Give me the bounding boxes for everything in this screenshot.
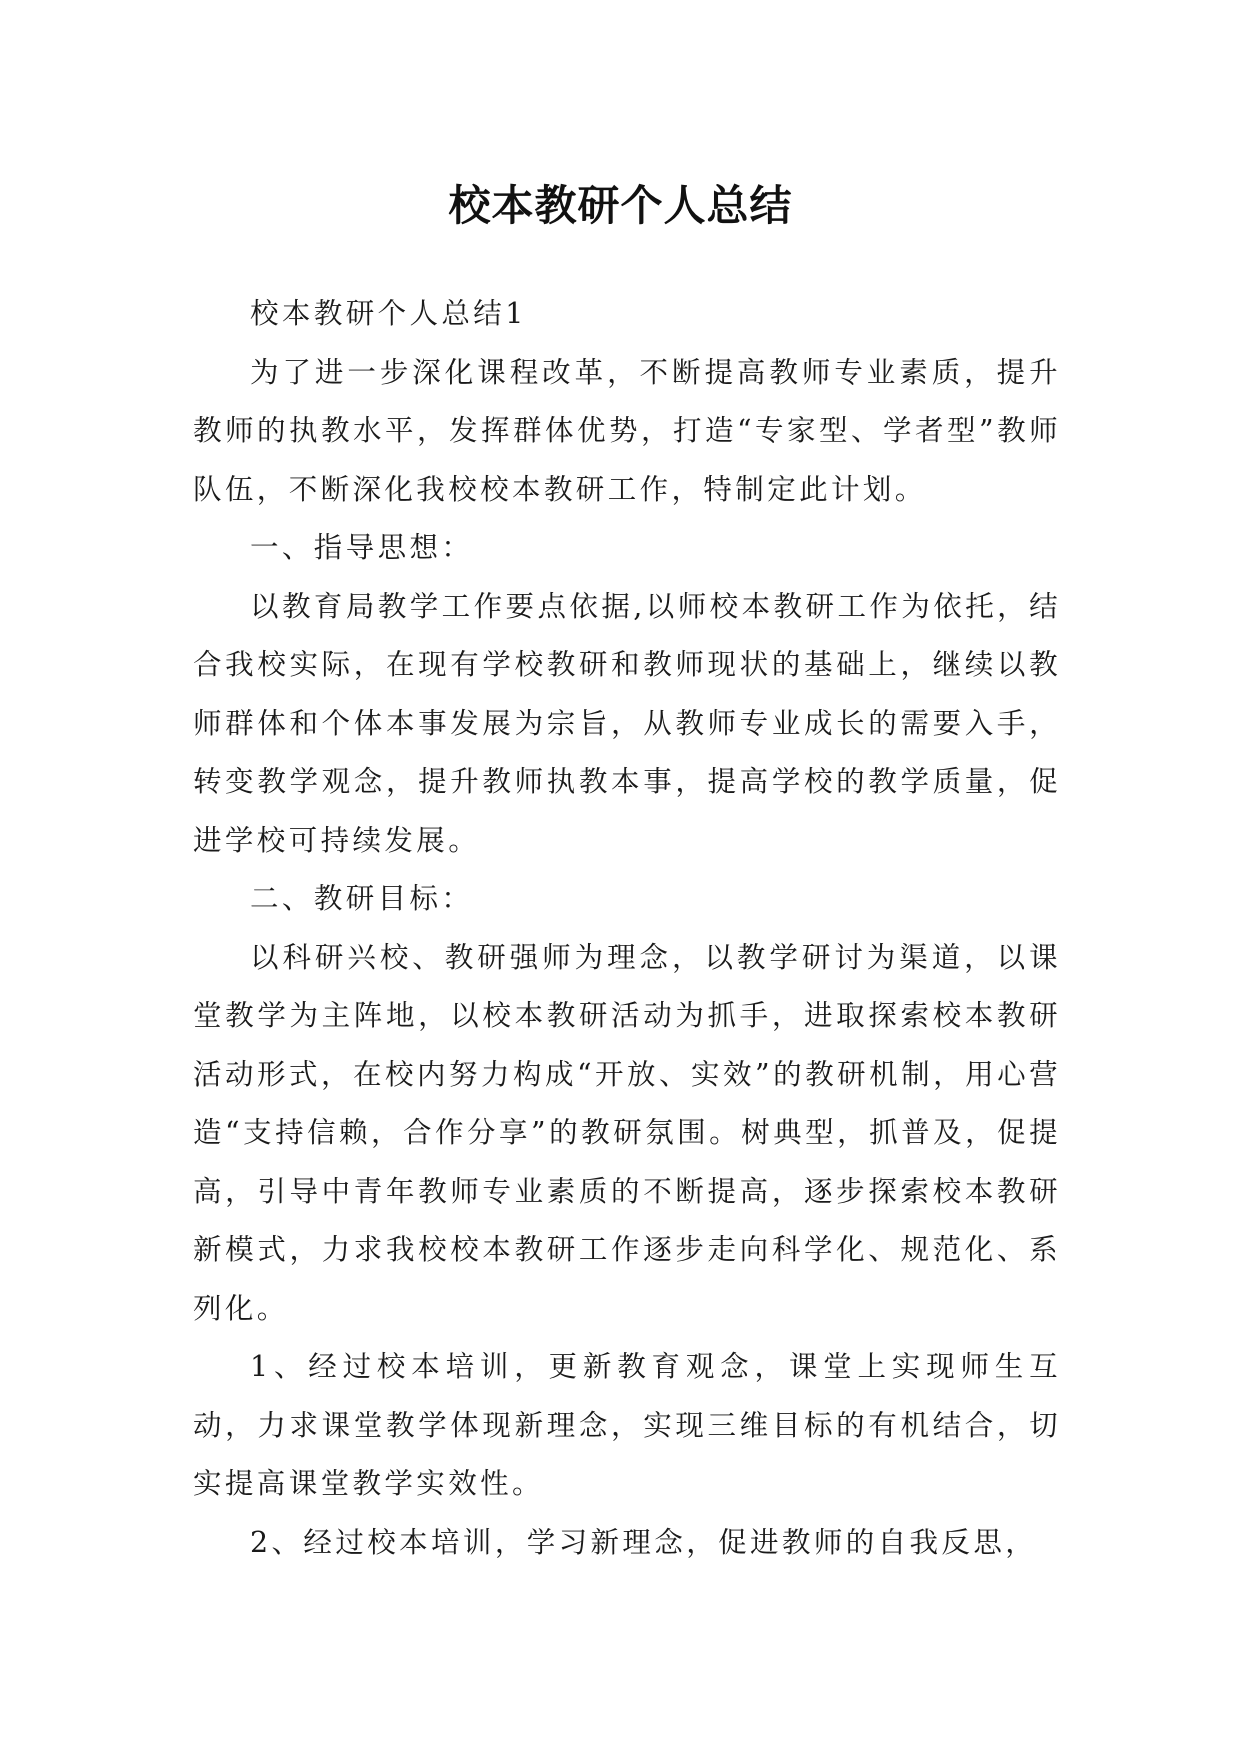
document-body <box>193 285 1061 1572</box>
paragraph-guiding-thought: 以教育局教学工作要点依据,以师校本教研工作为依托，结合我校实际，在现有学校教研和教师现状的基础上，继续以教师群体和个体本事发展为宗旨，从教师专业成长的需要入手，转变教学观念，提升教师执教本事，提高学校的教学质量，促进学校可持续发展。 <box>193 589 1061 857</box>
paragraph-intro: 为了进一步深化课程改革，不断提高教师专业素质，提升教师的执教水平，发挥群体优势，打造“专家型、学者型”教师队伍，不断深化我校校本教研工作，特制定此计划。 <box>193 355 1061 506</box>
paragraph-research-goals: 以科研兴校、教研强师为理念，以教学研讨为渠道，以课堂教学为主阵地，以校本教研活动为抓手，进取探索校本教研活动形式，在校内努力构成“开放、实效”的教研机制，用心营造“支持信赖，合作分享”的教研氛围。树典型，抓普及，促提高，引导中青年教师专业素质的不断提高，逐步探索校本教研新模式，力求我校校本教研工作逐步走向科学化、规范化、系列化。 <box>193 940 1061 1325</box>
section-heading-guiding-thought: 一、指导思想： <box>250 531 474 564</box>
document-title: 校本教研个人总结 <box>448 181 793 231</box>
list-item-goal-1: 1、经过校本培训，更新教育观念，课堂上实现师生互动，力求课堂教学体现新理念，实现三维目标的有机结合，切实提高课堂教学实效性。 <box>193 1350 1061 1500</box>
section-heading-research-goals: 二、教研目标： <box>250 882 474 915</box>
list-item-goal-2: 2、经过校本培训，学习新理念，促进教师的自我反思， <box>250 1525 1038 1559</box>
section-heading-summary-1: 校本教研个人总结1 <box>250 297 527 330</box>
